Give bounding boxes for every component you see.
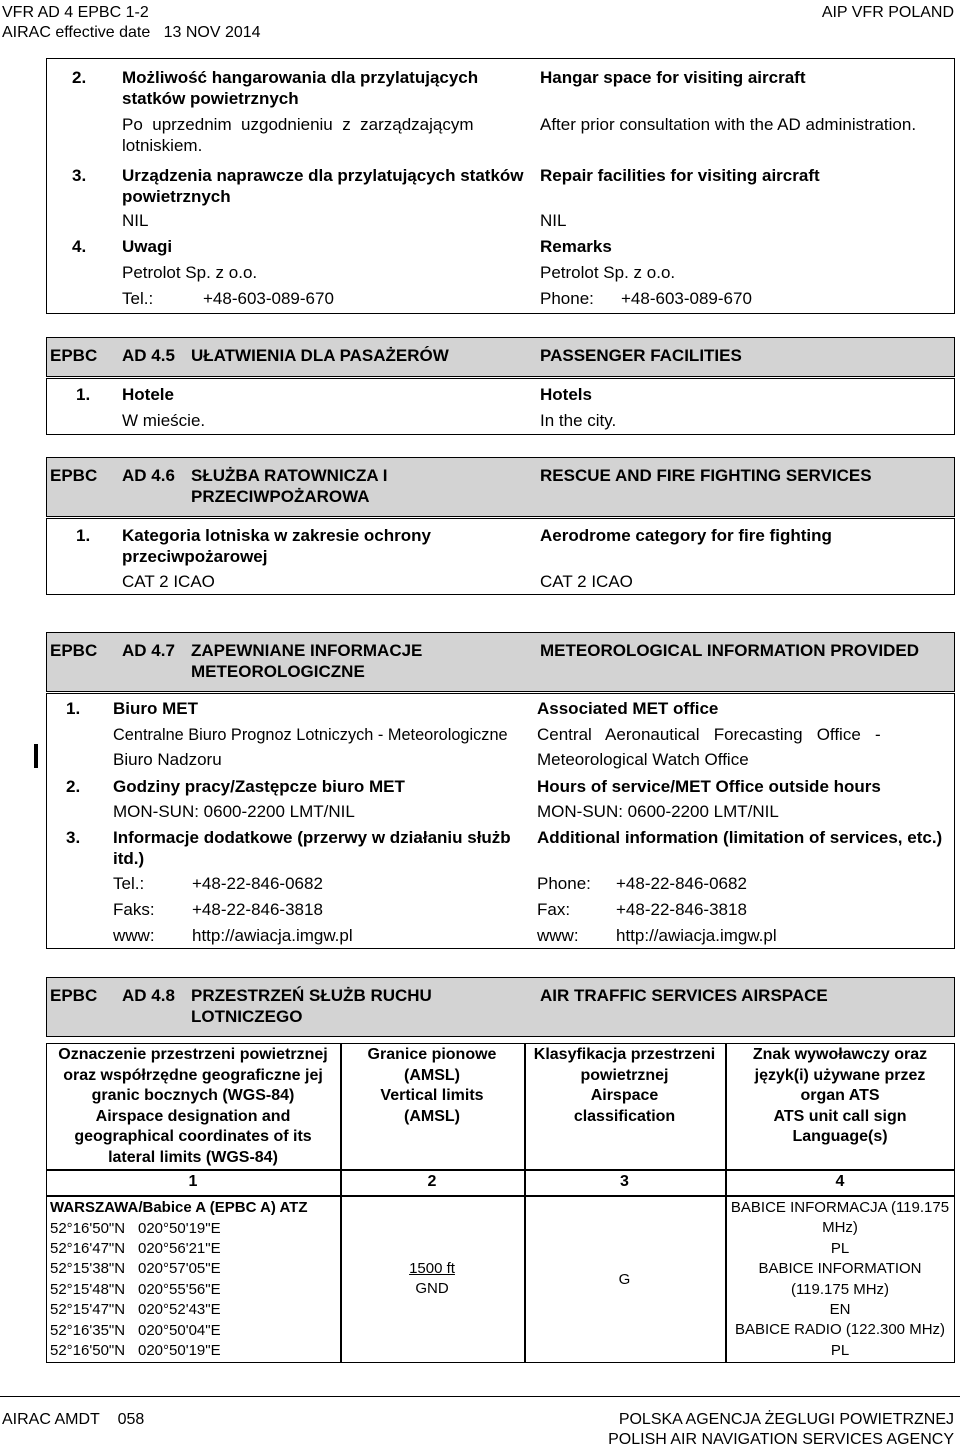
met-additional-title-pl: Informacje dodatkowe (przerwy w działaniu służb itd.) bbox=[113, 828, 511, 868]
met-fax-label-en: Fax: bbox=[537, 900, 571, 919]
repair-title-pl: Urządzenia naprawcze dla przylatujących statków powietrznych bbox=[122, 166, 524, 206]
section-header-ad45 bbox=[46, 337, 955, 377]
airspace-name: WARSZAWA/Babice A (EPBC A) ATZ bbox=[50, 1199, 308, 1216]
met-office-pl: Centralne Biuro Prognoz Lotniczych - Meteorologiczne Biuro Nadzoru bbox=[113, 725, 508, 769]
remarks-phone-label-pl: Tel.: bbox=[122, 289, 154, 308]
section-ref: AD 4.5 bbox=[122, 346, 175, 365]
section-code: EPBC bbox=[50, 986, 98, 1005]
coordinate-list: 52°16'50"N 020°50'19"E 52°16'47"N 020°56'21"E 52°15'38"N 020°57'05"E 52°15'48"N 020°55'56"E 52°15'47"N 020°52'43"E 52°16'35"N 020°50'04"E 52°16'50"N 020°50'19"E bbox=[50, 1219, 221, 1359]
met-phone-label-en: Phone: bbox=[537, 874, 591, 893]
item-number: 1. bbox=[76, 526, 91, 545]
airac-effective-date: AIRAC effective date 13 NOV 2014 bbox=[2, 24, 261, 41]
hangar-title-pl: Możliwość hangarowania dla przylatujących statków powietrznych bbox=[122, 68, 479, 108]
met-www-pl: http://awiacja.imgw.pl bbox=[192, 926, 353, 945]
section-title-pl: UŁATWIENIA DLA PASAŻERÓW bbox=[191, 346, 449, 365]
section-title-pl: ZAPEWNIANE INFORMACJE METEOROLOGICZNE bbox=[191, 641, 423, 681]
remarks-phone-label-en: Phone: bbox=[540, 289, 594, 308]
repair-text-en: NIL bbox=[540, 211, 567, 230]
met-office-en: Central Aeronautical Forecasting Office - Meteorological Watch Office bbox=[537, 725, 881, 769]
section-ref: AD 4.8 bbox=[122, 986, 175, 1005]
hotels-title-pl: Hotele bbox=[122, 385, 174, 404]
hangar-text-en: After prior consultation with the AD administration. bbox=[540, 115, 917, 134]
met-fax-en: +48-22-846-3818 bbox=[616, 900, 747, 919]
section-title-en: PASSENGER FACILITIES bbox=[540, 346, 742, 365]
col-header-classification: Klasyfikacja przestrzeni powietrznej Airspace classification bbox=[533, 1046, 716, 1125]
met-www-en: http://awiacja.imgw.pl bbox=[616, 926, 777, 945]
met-phone-en: +48-22-846-0682 bbox=[616, 874, 747, 893]
item-number: 4. bbox=[72, 237, 87, 256]
section-title-en: RESCUE AND FIRE FIGHTING SERVICES bbox=[540, 466, 872, 485]
table-rule bbox=[46, 1195, 955, 1197]
vertical-limits: 1500 ft GND bbox=[409, 1260, 455, 1298]
publisher: POLSKA AGENCJA ŻEGLUGI POWIETRZNEJ POLISH AIR NAVIGATION SERVICES AGENCY bbox=[608, 1411, 954, 1447]
running-header-left bbox=[2, 3, 261, 43]
met-hours-title-pl: Godziny pracy/Zastępcze biuro MET bbox=[113, 777, 405, 796]
fire-category-en: CAT 2 ICAO bbox=[540, 572, 633, 591]
item-number: 3. bbox=[66, 828, 81, 847]
fire-category-title-en: Aerodrome category for fire fighting bbox=[540, 526, 832, 545]
hotels-title-en: Hotels bbox=[540, 385, 592, 404]
col-header-callsign: Znak wywoławczy oraz język(i) używane przez organ ATS ATS unit call sign Language(s) bbox=[752, 1046, 928, 1145]
met-hours-pl: MON-SUN: 0600-2200 LMT/NIL bbox=[113, 802, 355, 821]
fire-category-title-pl: Kategoria lotniska w zakresie ochrony przeciwpożarowej bbox=[122, 526, 431, 566]
callsign-list: BABICE INFORMACJA (119.175 MHz) PL BABICE INFORMATION (119.175 MHz) EN BABICE RADIO (122.300 MHz) PL bbox=[730, 1199, 950, 1359]
col-number: 4 bbox=[835, 1173, 845, 1190]
hotels-text-en: In the city. bbox=[540, 411, 617, 430]
item-number: 2. bbox=[66, 777, 81, 796]
met-hours-title-en: Hours of service/MET Office outside hours bbox=[537, 777, 881, 796]
hangar-text-pl: Po uprzednim uzgodnieniu z zarządzającym lotniskiem. bbox=[122, 115, 474, 155]
document-reference: VFR AD 4 EPBC 1-2 bbox=[2, 4, 149, 21]
hotels-text-pl: W mieście. bbox=[122, 411, 206, 430]
col-number: 2 bbox=[427, 1173, 437, 1190]
section-title-en: AIR TRAFFIC SERVICES AIRSPACE bbox=[540, 986, 828, 1005]
col-header-designation: Oznaczenie przestrzeni powietrznej oraz współrzędne geograficzne jej granic bocznych (WGS-84) Airspace designation and geographical coordinates of its lateral limits (WGS-84) bbox=[58, 1046, 328, 1166]
section-code: EPBC bbox=[50, 466, 98, 485]
section-code: EPBC bbox=[50, 641, 98, 660]
item-number: 1. bbox=[76, 385, 91, 404]
met-www-label-pl: www: bbox=[113, 926, 155, 945]
met-fax-pl: +48-22-846-3818 bbox=[192, 900, 323, 919]
section-ref: AD 4.6 bbox=[122, 466, 175, 485]
met-www-label-en: www: bbox=[537, 926, 579, 945]
repair-text-pl: NIL bbox=[122, 211, 149, 230]
table-rule bbox=[46, 1169, 955, 1171]
met-phone-pl: +48-22-846-0682 bbox=[192, 874, 323, 893]
remarks-phone-en: +48-603-089-670 bbox=[621, 289, 752, 308]
remarks-title-pl: Uwagi bbox=[122, 237, 173, 256]
fire-category-pl: CAT 2 ICAO bbox=[122, 572, 215, 591]
footer-rule bbox=[0, 1396, 960, 1397]
repair-title-en: Repair facilities for visiting aircraft bbox=[540, 166, 820, 185]
item-number: 1. bbox=[66, 699, 81, 718]
change-bar bbox=[34, 744, 38, 768]
met-phone-label-pl: Tel.: bbox=[113, 874, 145, 893]
col-number: 3 bbox=[620, 1173, 629, 1190]
running-header-right: AIP VFR POLAND bbox=[821, 4, 954, 21]
remarks-title-en: Remarks bbox=[540, 237, 612, 256]
section-code: EPBC bbox=[50, 346, 98, 365]
hangar-title-en: Hangar space for visiting aircraft bbox=[540, 68, 806, 87]
airspace-class: G bbox=[618, 1271, 631, 1288]
remarks-company-en: Petrolot Sp. z o.o. bbox=[540, 263, 676, 282]
remarks-company-pl: Petrolot Sp. z o.o. bbox=[122, 263, 258, 282]
item-number: 2. bbox=[72, 68, 87, 87]
section-title-en: METEOROLOGICAL INFORMATION PROVIDED bbox=[540, 641, 920, 660]
col-header-vertical-limits: Granice pionowe (AMSL) Vertical limits (AMSL) bbox=[367, 1046, 497, 1125]
met-additional-title-en: Additional information (limitation of services, etc.) bbox=[537, 828, 943, 847]
remarks-phone-pl: +48-603-089-670 bbox=[203, 289, 334, 308]
section-ref: AD 4.7 bbox=[122, 641, 175, 660]
met-office-title-en: Associated MET office bbox=[537, 699, 719, 718]
met-office-title-pl: Biuro MET bbox=[113, 699, 198, 718]
met-hours-en: MON-SUN: 0600-2200 LMT/NIL bbox=[537, 802, 779, 821]
section-title-pl: PRZESTRZEŃ SŁUŻB RUCHU LOTNICZEGO bbox=[191, 986, 432, 1026]
col-number: 1 bbox=[188, 1173, 198, 1190]
amendment-label: AIRAC AMDT 058 bbox=[2, 1411, 145, 1428]
met-fax-label-pl: Faks: bbox=[113, 900, 155, 919]
item-number: 3. bbox=[72, 166, 87, 185]
section-title-pl: SŁUŻBA RATOWNICZA I PRZECIWPOŻAROWA bbox=[191, 466, 388, 506]
